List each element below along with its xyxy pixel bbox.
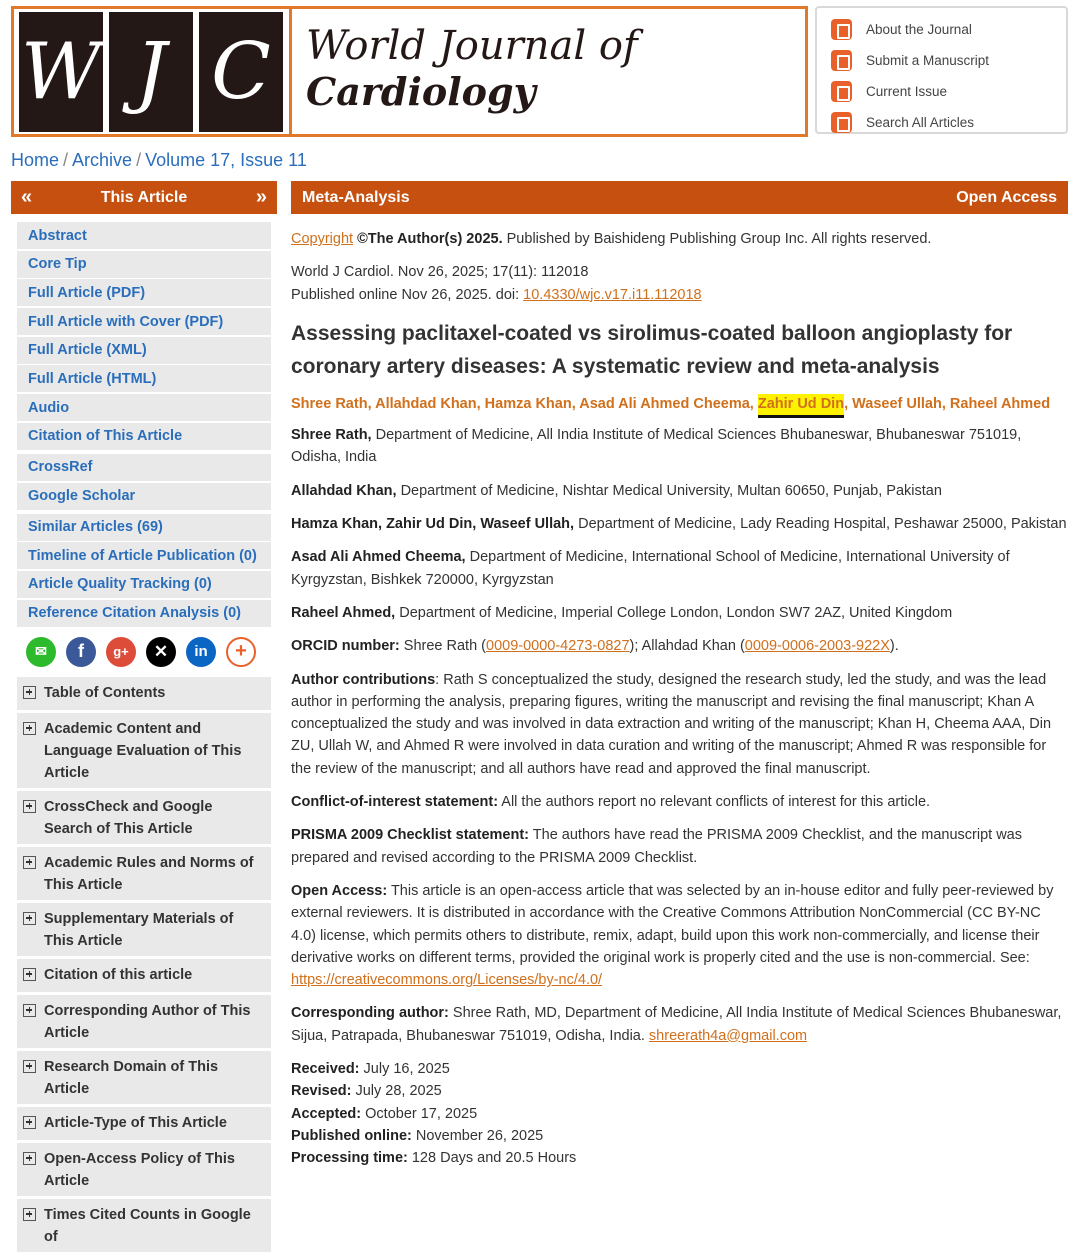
plus-box-icon xyxy=(23,722,36,735)
more-share-icon[interactable]: + xyxy=(226,637,256,667)
plus-box-icon xyxy=(23,800,36,813)
prisma-text: The authors have read the PRISMA 2009 Checklist, and the manuscript was prepared and revised according to the PRISMA 2009 Checklist. xyxy=(291,827,1022,866)
social-share-bar xyxy=(26,637,277,667)
published-prefix: Published online Nov 26, 2025. doi: xyxy=(291,286,524,303)
search-articles-label: Search All Articles xyxy=(866,115,975,130)
oa-label: Open Access: xyxy=(291,882,388,899)
affiliation xyxy=(291,424,1068,469)
corr-text: Shree Rath, MD, Department of Medicine, All India Institute of Medical Sciences Bhubaneswar, Sijua, Patrapada, Bhubaneswar 751019, Odisha, India. xyxy=(291,1005,1062,1044)
author-link[interactable]: Waseef Ullah xyxy=(852,395,942,412)
sidebar xyxy=(11,181,277,1255)
open-access-statement xyxy=(291,880,1068,991)
prisma-statement xyxy=(291,824,1068,869)
journal-title-line2: Cardiology xyxy=(306,69,536,114)
open-access-badge: Open Access xyxy=(956,188,1057,206)
affiliation-names: Asad Ali Ahmed Cheema, xyxy=(291,549,466,566)
sidebar-link-full-html[interactable]: Full Article (HTML) xyxy=(17,365,271,392)
wechat-icon[interactable]: ✉ xyxy=(26,637,56,667)
published-doi-line xyxy=(291,284,1068,306)
info-book-icon xyxy=(831,19,852,40)
accordion-label: CrossCheck and Google Search of This Article xyxy=(44,798,213,837)
date-published xyxy=(291,1125,1068,1147)
accordion-label: Academic Rules and Norms of This Article xyxy=(44,854,254,893)
current-issue-link[interactable] xyxy=(831,76,1066,107)
google-plus-icon[interactable]: g+ xyxy=(106,637,136,667)
date-received xyxy=(291,1058,1068,1080)
plus-box-icon xyxy=(23,1116,36,1129)
sidebar-link-google-scholar[interactable]: Google Scholar xyxy=(17,483,271,510)
sidebar-header xyxy=(11,181,277,214)
quick-links-panel xyxy=(815,6,1068,134)
accordion-table-of-contents[interactable] xyxy=(17,677,271,710)
accordion-article-type[interactable] xyxy=(17,1107,271,1140)
date-value: July 28, 2025 xyxy=(351,1083,442,1100)
sidebar-link-reference-citation[interactable]: Reference Citation Analysis (0) xyxy=(17,600,271,627)
article-type: Meta-Analysis xyxy=(302,188,410,206)
issue-icon xyxy=(831,81,852,102)
accordion-academic-rules[interactable] xyxy=(17,847,271,900)
accordion-label: Corresponding Author of This Article xyxy=(44,1002,251,1041)
sidebar-link-citation[interactable]: Citation of This Article xyxy=(17,423,271,450)
date-label: Processing time: xyxy=(291,1150,408,1167)
plus-box-icon xyxy=(23,1060,36,1073)
journal-title xyxy=(306,23,638,134)
coi-text: All the authors report no relevant conflicts of interest for this article. xyxy=(498,794,931,811)
plus-box-icon xyxy=(23,968,36,981)
accordion-times-cited[interactable] xyxy=(17,1199,271,1252)
breadcrumb-archive[interactable]: Archive xyxy=(72,150,133,170)
affiliation-text: Department of Medicine, All India Institute of Medical Sciences Bhubaneswar, Bhubaneswar 751019, Odisha, India xyxy=(291,427,1022,466)
affiliation xyxy=(291,513,1068,535)
accordion-label: Open-Access Policy of This Article xyxy=(44,1150,235,1189)
article-main xyxy=(291,181,1068,1170)
plus-box-icon xyxy=(23,686,36,699)
plus-box-icon xyxy=(23,1208,36,1221)
doi-link[interactable]: 10.4330/wjc.v17.i11.112018 xyxy=(523,286,702,303)
breadcrumb-separator: / xyxy=(63,150,69,170)
x-icon[interactable]: ✕ xyxy=(146,637,176,667)
breadcrumb-home[interactable]: Home xyxy=(11,150,60,170)
article-header-bar xyxy=(291,181,1068,214)
coi-label: Conflict-of-interest statement: xyxy=(291,794,499,811)
accordion-research-domain[interactable] xyxy=(17,1051,271,1104)
logo-letter-c: C xyxy=(199,12,283,132)
date-revised xyxy=(291,1080,1068,1102)
submit-icon xyxy=(831,50,852,71)
author-link[interactable]: Asad Ali Ahmed Cheema xyxy=(579,395,750,412)
accordion-language-evaluation[interactable] xyxy=(17,713,271,788)
affiliation-text: Department of Medicine, Nishtar Medical University, Multan 60650, Punjab, Pakistan xyxy=(396,482,942,499)
copyright-holder: ©The Author(s) 2025. xyxy=(357,231,503,247)
affiliation-text: Department of Medicine, Lady Reading Hospital, Peshawar 25000, Pakistan xyxy=(574,516,1067,533)
accordion-crosscheck[interactable] xyxy=(17,791,271,844)
affiliation xyxy=(291,546,1068,591)
sidebar-accordion xyxy=(17,677,271,1252)
affiliation-names: Hamza Khan, Zahir Ud Din, Waseef Ullah, xyxy=(291,516,575,533)
orcid-text: ). xyxy=(889,638,899,655)
author-link[interactable]: Hamza Khan xyxy=(484,395,572,412)
affiliation xyxy=(291,602,1068,624)
affiliation xyxy=(291,480,1068,502)
about-journal-link[interactable] xyxy=(831,14,1066,45)
plus-box-icon xyxy=(23,1004,36,1017)
search-articles-link[interactable] xyxy=(831,107,1066,138)
orcid-text: ); Allahdad Khan ( xyxy=(629,638,745,655)
article-title: Assessing paclitaxel-coated vs sirolimus-coated balloon angioplasty for coronary artery diseases: A systematic review and meta-analysis xyxy=(291,321,1013,378)
plus-box-icon xyxy=(23,1152,36,1165)
logo-divider xyxy=(289,9,292,134)
date-value: 128 Days and 20.5 Hours xyxy=(407,1150,577,1167)
accordion-label: Article-Type of This Article xyxy=(44,1114,227,1131)
affiliation-names: Allahdad Khan, xyxy=(291,482,397,499)
article-dates xyxy=(291,1058,1068,1169)
accordion-supplementary[interactable] xyxy=(17,903,271,956)
chevron-right-icon[interactable]: » xyxy=(255,186,267,208)
breadcrumb-separator: / xyxy=(136,150,142,170)
oa-text: This article is an open-access article that was selected by an in-house editor and fully peer-reviewed by external reviewers. It is distributed in accordance with the Creative Commons Attribution NonCommercial (CC BY-NC 4.0) license, which permits others to distribute, remix, adapt, build upon this work non-commercially, and license their derivative works on different terms, provided the original work is properly cited and the use is non-commercial. See: xyxy=(291,882,1054,966)
journal-title-line1: World Journal of xyxy=(306,23,638,69)
sidebar-link-abstract[interactable]: Abstract xyxy=(17,222,271,249)
plus-box-icon xyxy=(23,912,36,925)
breadcrumb xyxy=(11,150,307,171)
sidebar-link-full-xml[interactable]: Full Article (XML) xyxy=(17,337,271,364)
date-label: Published online: xyxy=(291,1127,412,1144)
sidebar-group-article xyxy=(17,222,271,450)
conflict-of-interest xyxy=(291,791,1068,813)
logo-letter-j: J xyxy=(109,12,193,132)
license-link[interactable]: https://creativecommons.org/Licenses/by-nc/4.0/ xyxy=(291,972,603,989)
date-value: October 17, 2025 xyxy=(361,1105,478,1122)
processing-time xyxy=(291,1147,1068,1169)
affiliation-text: Department of Medicine, International School of Medicine, International University of Kyrgyzstan, Bishkek 720000, Kyrgyzstan xyxy=(291,549,1010,588)
author-contributions xyxy=(291,669,1068,780)
orcid-text: Shree Rath ( xyxy=(399,638,486,655)
copyright-rest: Published by Baishideng Publishing Group Inc. All rights reserved. xyxy=(502,231,932,247)
sidebar-link-crossref[interactable]: CrossRef xyxy=(17,454,271,481)
sidebar-link-quality-tracking[interactable]: Article Quality Tracking (0) xyxy=(17,571,271,598)
author-list: Shree Rath, Allahdad Khan, Hamza Khan, Asad Ali Ahmed Cheema, Zahir Ud Din, Waseef Ullah, Raheel Ahmed xyxy=(291,393,1068,415)
author-link[interactable]: Shree Rath xyxy=(291,395,368,412)
contrib-text: : Rath S conceptualized the study, designed the research study, led the study, and was the lead author in performing the analysis, preparing figures, writing the manuscript and revising the final manuscript; Khan A conceptualized the study and was involved in data extraction and writing of the manuscript; Khan H, Cheema AAA, Din ZU, Ullah W, and Ahmed R were involved in data curation and writing of the manuscript; Ahmed R was responsible for the review of the manuscript; and all authors have read and approved the final manuscript. xyxy=(291,671,1052,777)
accordion-label: Academic Content and Language Evaluation of This Article xyxy=(44,720,242,781)
email-link[interactable]: shreerath4a@gmail.com xyxy=(648,1027,808,1044)
plus-box-icon xyxy=(23,856,36,869)
orcid-link[interactable]: 0009-0000-4273-0827 xyxy=(486,638,630,655)
accordion-label: Citation of this article xyxy=(44,966,193,983)
citation-line: World J Cardiol. Nov 26, 2025; 17(11): 112018 xyxy=(291,264,589,281)
orcid-label: ORCID number: xyxy=(291,638,400,655)
affiliation-names: Shree Rath, xyxy=(291,427,372,444)
logo-letter-w: W xyxy=(19,12,103,132)
date-accepted xyxy=(291,1103,1068,1125)
sidebar-link-similar-articles[interactable]: Similar Articles (69) xyxy=(17,514,271,541)
date-label: Accepted: xyxy=(291,1105,362,1122)
sidebar-link-full-cover-pdf[interactable]: Full Article with Cover (PDF) xyxy=(17,308,271,335)
date-value: July 16, 2025 xyxy=(359,1061,450,1078)
copyright-line xyxy=(291,228,1068,250)
orcid-link[interactable]: 0009-0006-2003-922X xyxy=(744,638,890,655)
about-journal-label: About the Journal xyxy=(866,22,972,37)
sidebar-link-audio[interactable]: Audio xyxy=(17,394,271,421)
affiliation-names: Raheel Ahmed, xyxy=(291,604,396,621)
author-link[interactable]: Raheel Ahmed xyxy=(949,395,1051,412)
sidebar-link-core-tip[interactable]: Core Tip xyxy=(17,251,271,278)
sidebar-group-indexing xyxy=(17,454,271,510)
date-label: Received: xyxy=(291,1061,360,1078)
copyright-link[interactable]: Copyright xyxy=(291,231,354,247)
prisma-label: PRISMA 2009 Checklist statement: xyxy=(291,827,529,844)
accordion-label: Research Domain of This Article xyxy=(44,1058,219,1097)
sidebar-link-timeline[interactable]: Timeline of Article Publication (0) xyxy=(17,542,271,569)
current-issue-label: Current Issue xyxy=(866,84,948,99)
submit-manuscript-label: Submit a Manuscript xyxy=(866,53,990,68)
author-link-highlighted[interactable]: Zahir Ud Din xyxy=(758,394,844,418)
author-link[interactable]: Allahdad Khan xyxy=(375,395,477,412)
article-content xyxy=(291,214,1068,1170)
accordion-citation[interactable] xyxy=(17,959,271,992)
accordion-open-access-policy[interactable] xyxy=(17,1143,271,1196)
linkedin-icon[interactable]: in xyxy=(186,637,216,667)
accordion-label: Times Cited Counts in Google of xyxy=(44,1206,251,1245)
search-articles-icon xyxy=(831,112,852,133)
sidebar-group-metrics xyxy=(17,514,271,627)
accordion-label: Supplementary Materials of This Article xyxy=(44,910,234,949)
sidebar-title: This Article xyxy=(100,188,188,206)
sidebar-link-full-pdf[interactable]: Full Article (PDF) xyxy=(17,279,271,306)
orcid-line xyxy=(291,635,1068,657)
accordion-corresponding-author[interactable] xyxy=(17,995,271,1048)
accordion-label: Table of Contents xyxy=(44,684,166,701)
contrib-label: Author contributions xyxy=(291,671,436,688)
affiliation-text: Department of Medicine, Imperial College London, London SW7 2AZ, United Kingdom xyxy=(395,604,953,621)
facebook-icon[interactable]: f xyxy=(66,637,96,667)
journal-logo[interactable] xyxy=(11,6,808,137)
date-label: Revised: xyxy=(291,1083,352,1100)
breadcrumb-volume-issue[interactable]: Volume 17, Issue 11 xyxy=(145,150,307,170)
chevron-left-icon[interactable]: « xyxy=(21,186,33,208)
date-value: November 26, 2025 xyxy=(411,1127,544,1144)
corr-label: Corresponding author: xyxy=(291,1005,449,1022)
submit-manuscript-link[interactable] xyxy=(831,45,1066,76)
corresponding-author xyxy=(291,1002,1068,1047)
